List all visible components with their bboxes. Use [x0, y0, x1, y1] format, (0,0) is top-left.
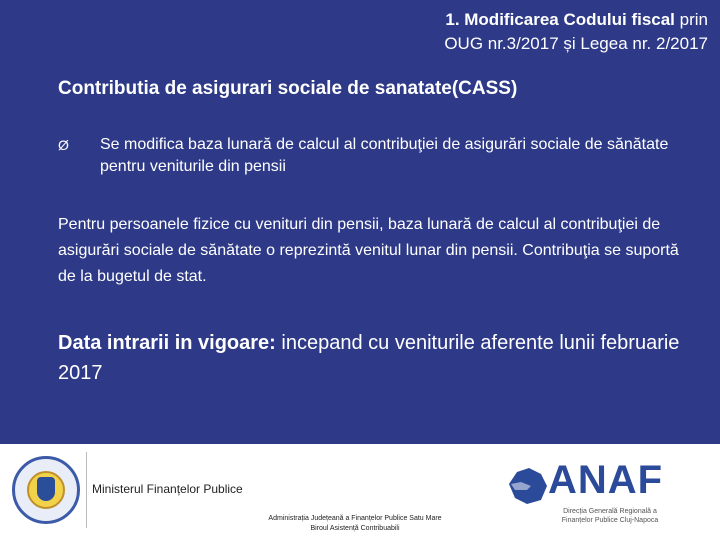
eagle-icon [37, 477, 55, 501]
section-heading: Contributia de asigurari sociale de sanatate(CASS) [58, 78, 518, 99]
romania-seal-logo [12, 456, 80, 524]
slide-title [288, 8, 708, 56]
ministry-name: Ministerul Finanțelor Publice [92, 482, 243, 496]
body-paragraph: Pentru persoanele fizice cu venituri din pensii, baza lunară de calcul al contribuţiei de asigurări sociale de sănătate o reprezintă venitul lunar din pensii. Contribuţia se suportă de la bugetul de stat. [58, 216, 679, 285]
effective-date [58, 328, 698, 388]
effective-date-text: incepand cu veniturile aferente lunii februarie 2017 [58, 332, 680, 384]
footer-divider [86, 452, 87, 528]
arrow-bullet-icon: Ø [58, 137, 69, 153]
bullet-item [58, 134, 698, 178]
footer [0, 444, 720, 540]
anaf-logo-text: ANAF [548, 458, 664, 502]
administration-info [210, 514, 500, 534]
title-line-2: OUG nr.3/2017 și Legea nr. 2/2017 [444, 34, 708, 53]
anaf-subtitle: Direcția Generală Regională a Finanțelor Publice Cluj-Napoca [561, 508, 659, 524]
admin-line-1: Administrația Județeană a Finanțelor Publice Satu Mare [268, 515, 442, 522]
bullet-text: Se modifica baza lunară de calcul al contribuţiei de asigurări sociale de sănătate pentru veniturile din pensii [100, 136, 669, 175]
admin-line-2: Biroul Asistență Contribuabili [310, 525, 400, 532]
effective-date-label: Data intrarii in vigoare: [58, 332, 276, 354]
title-line-1-bold: 1. Modificarea Codului fiscal [445, 10, 675, 29]
title-line-1 [288, 8, 708, 32]
title-line-1-rest: prin [674, 10, 708, 29]
